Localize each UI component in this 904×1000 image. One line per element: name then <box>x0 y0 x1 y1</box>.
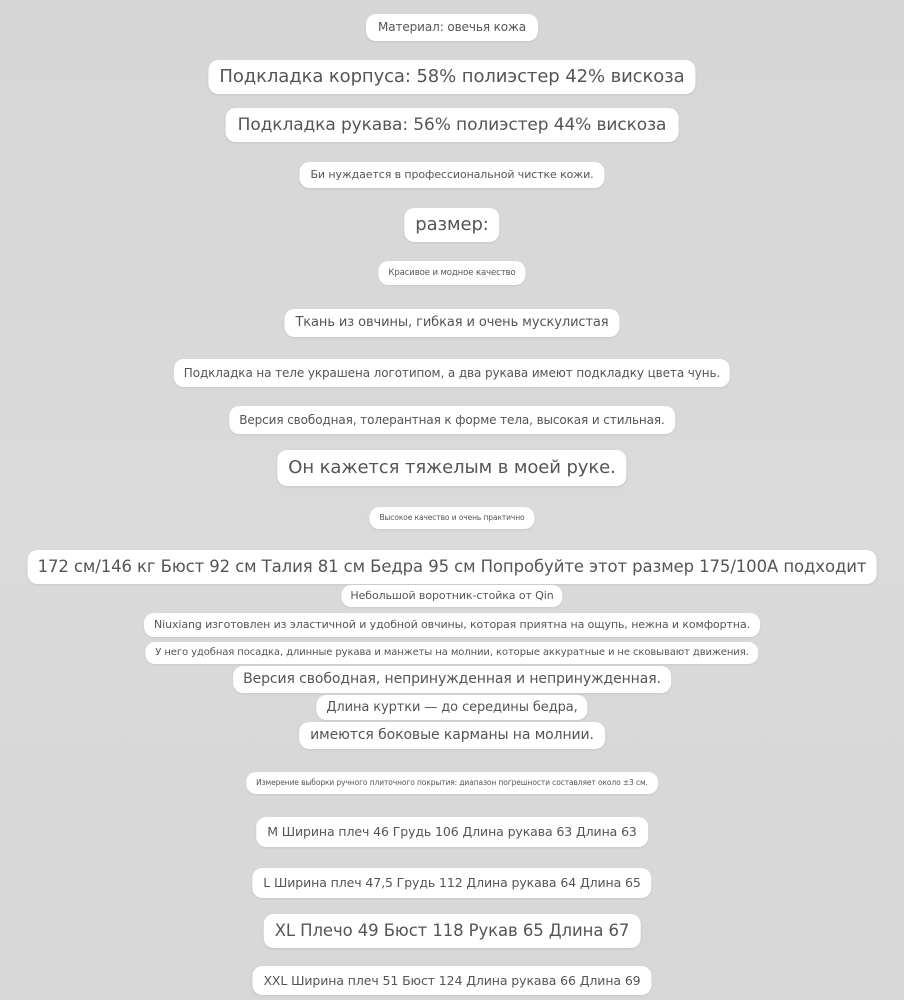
fit-style-description: Версия свободная, толерантная к форме тела, высокая и стильная. <box>229 406 675 434</box>
collar-description: Небольшой воротник-стойка от Qin <box>341 585 562 607</box>
size-heading: размер: <box>404 208 499 242</box>
model-size-info: 172 см/146 кг Бюст 92 см Талия 81 см Бедра 95 см Попробуйте этот размер 175/100A подходит <box>28 550 877 584</box>
fabric-description: Ткань из овчины, гибкая и очень мускулистая <box>284 309 619 337</box>
size-row-l: L Ширина плеч 47,5 Грудь 112 Длина рукава 64 Длина 65 <box>252 868 651 898</box>
body-lining-label: Подкладка корпуса: 58% полиэстер 42% вискоза <box>208 60 695 94</box>
casual-version-label: Версия свободная, непринужденная и непринужденная. <box>233 666 671 693</box>
jacket-length-label: Длина куртки — до середины бедра, <box>316 695 587 720</box>
sheepskin-description: Niuxiang изготовлен из эластичной и удобной овчины, которая приятна на ощупь, нежна и комфортна. <box>144 613 760 637</box>
practical-quality-tagline: Высокое качество и очень практично <box>369 507 534 529</box>
size-row-xl: XL Плечо 49 Бюст 118 Рукав 65 Длина 67 <box>264 914 641 948</box>
sleeve-lining-label: Подкладка рукава: 56% полиэстер 44% вискоза <box>226 108 679 142</box>
size-row-xxl: XXL Ширина плеч 51 Бюст 124 Длина рукава 66 Длина 69 <box>252 966 651 995</box>
measurement-note: Измерение выборки ручного плиточного покрытия: диапазон погрешности составляет около ±3 см. <box>246 772 658 794</box>
heavy-feel-label: Он кажется тяжелым в моей руке. <box>277 450 626 486</box>
side-pockets-label: имеются боковые карманы на молнии. <box>299 722 605 749</box>
quality-tagline: Красивое и модное качество <box>378 261 525 285</box>
size-row-m: M Ширина плеч 46 Грудь 106 Длина рукава 63 Длина 63 <box>256 817 648 847</box>
material-label: Материал: овечья кожа <box>366 14 538 41</box>
lining-logo-description: Подкладка на теле украшена логотипом, а два рукава имеют подкладку цвета чунь. <box>174 359 730 387</box>
care-instructions-label: Би нуждается в профессиональной чистке кожи. <box>299 162 604 188</box>
fit-sleeves-description: У него удобная посадка, длинные рукава и манжеты на молнии, которые аккуратные и не сковывают движения. <box>145 642 758 664</box>
